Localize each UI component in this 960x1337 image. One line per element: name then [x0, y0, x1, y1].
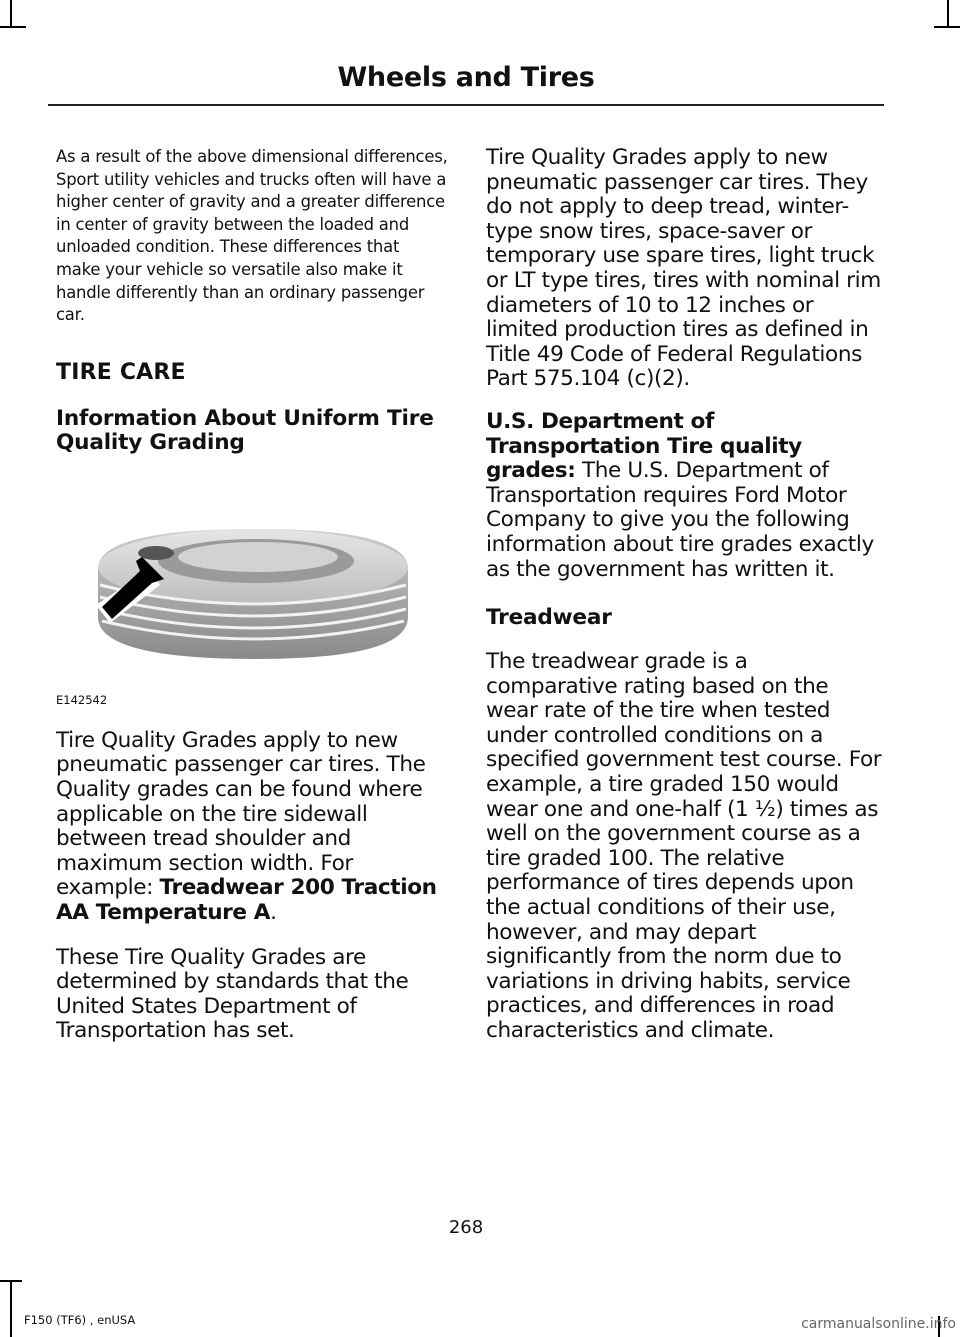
standards-paragraph: These Tire Quality Grades are determined by standards that the United States Department of Transportation has set.	[56, 944, 409, 1044]
tire-illustration	[56, 499, 436, 707]
subheading: Information About Uniform Tire Quality Grading	[56, 405, 434, 455]
section-heading: TIRE CARE	[56, 359, 186, 385]
crop-mark	[947, 0, 949, 26]
treadwear-heading: Treadwear	[486, 605, 612, 631]
header-rule	[48, 104, 884, 106]
applicability-paragraph: Tire Quality Grades apply to new pneumatic passenger car tires. They do not apply to deep tread, winter-type snow tires, space-saver or temporary use spare tires, light truck or LT type tires, tires with nominal rim diameters of 10 to 12 inches or limited production tires as defined in Title 49 Code of Federal Regulations Part 575.104 (c)(2).	[486, 145, 881, 392]
tire-icon	[56, 499, 436, 707]
grade-example-end: .	[270, 899, 277, 925]
crop-mark	[0, 26, 26, 28]
dot-text: The U.S. Department of Transportation requires Ford Motor Company to give you the following information about tire grades exactly as the government has written it.	[486, 458, 874, 582]
intro-paragraph: As a result of the above dimensional differences, Sport utility vehicles and trucks often will have a higher center of gravity and a greater difference in center of gravity between the loaded and unloaded condition. These differences that make your vehicle so versatile also make it handle differently than an ordinary passenger car.	[56, 147, 448, 325]
page-title: Wheels and Tires	[337, 62, 595, 93]
right-column	[486, 146, 882, 1044]
grade-example: Treadwear 200 Traction AA Temperature A	[56, 875, 437, 925]
quality-grades-text: Tire Quality Grades apply to new pneumatic passenger car tires. The Quality grades can be found where applicable on the tire sidewall between tread shoulder and maximum section width. For example:	[56, 727, 426, 901]
crop-mark	[10, 0, 12, 26]
crop-mark	[0, 1280, 22, 1282]
watermark: carmanualsonline.info	[801, 1316, 956, 1332]
quality-grades-paragraph	[56, 729, 448, 926]
dot-paragraph	[486, 410, 882, 582]
figure-id: E142542	[56, 692, 108, 707]
footer-model: F150 (TF6) , enUSA	[24, 1313, 136, 1327]
dot-heading: U.S. Department of Transportation Tire quality grades:	[486, 408, 802, 484]
crop-mark	[934, 26, 960, 28]
left-column	[56, 146, 448, 1044]
page-number: 268	[448, 1217, 484, 1238]
crop-mark	[10, 1280, 12, 1337]
treadwear-paragraph: The treadwear grade is a comparative rating based on the wear rate of the tire when tested under controlled conditions on a specified government test course. For example, a tire graded 150 would wear one and one-half (1 ½) times as well on the government course as a tire graded 100. The relative performance of tires depends upon the actual conditions of their use, however, and may depart significantly from the norm due to variations in driving habits, service practices, and differences in road characteristics and climate.	[486, 649, 882, 1043]
